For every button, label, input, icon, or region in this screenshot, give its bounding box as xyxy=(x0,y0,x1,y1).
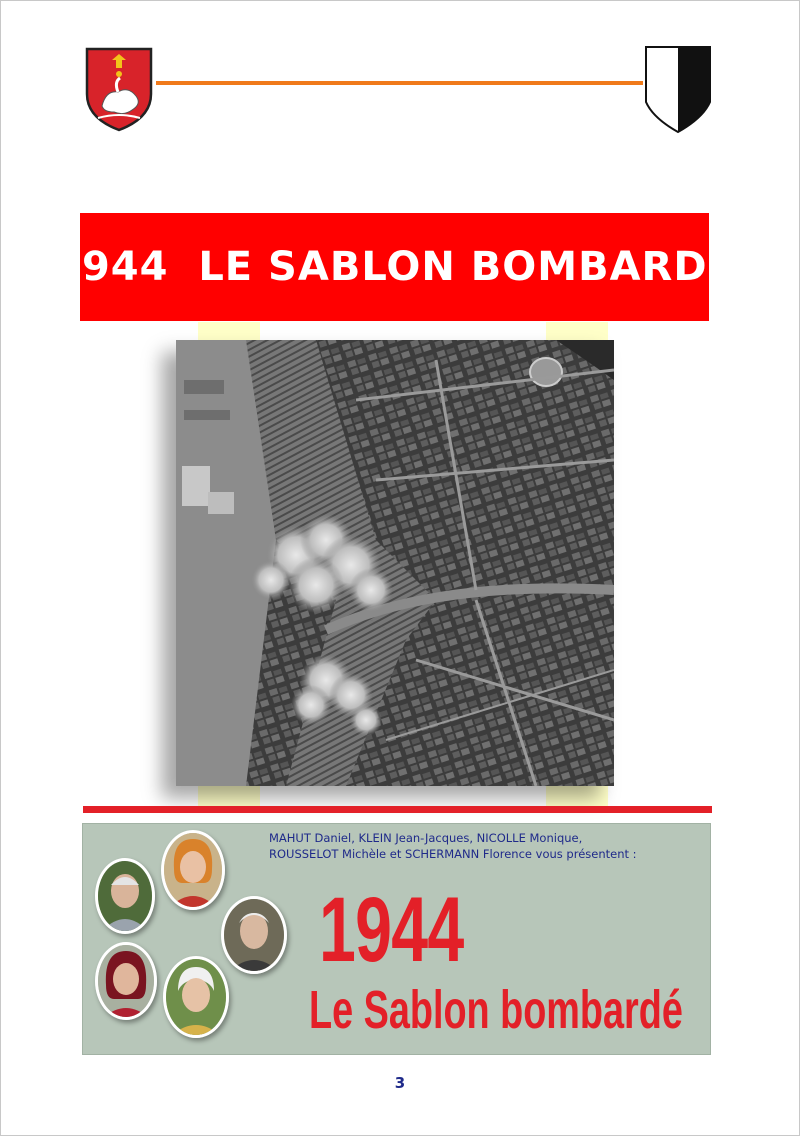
title-banner xyxy=(53,213,736,321)
page-title: 1944 LE SABLON BOMBARDÉ xyxy=(53,244,736,290)
page-number: 3 xyxy=(394,1074,406,1092)
accent-strip xyxy=(546,784,608,806)
accent-strip xyxy=(198,784,260,806)
big-subtitle: Le Sablon bombardé xyxy=(309,980,683,1040)
aerial-bombing-photo xyxy=(176,340,614,786)
big-year: 1944 xyxy=(319,879,464,981)
authors-intro xyxy=(269,830,699,862)
header-rule xyxy=(156,81,643,85)
authors-line: MAHUT Daniel, KLEIN Jean-Jacques, NICOLLE Monique, xyxy=(269,831,583,845)
author-portrait xyxy=(95,942,157,1020)
red-heraldic-shield-icon xyxy=(84,46,154,132)
author-portrait xyxy=(163,956,229,1038)
authors-panel xyxy=(82,823,711,1055)
author-portrait xyxy=(95,858,155,934)
author-portrait xyxy=(221,896,287,974)
authors-line: ROUSSELOT Michèle et SCHERMANN Florence vous présentent : xyxy=(269,847,637,861)
black-white-shield-icon xyxy=(643,44,713,134)
red-divider xyxy=(83,806,712,813)
author-portrait xyxy=(161,830,225,910)
